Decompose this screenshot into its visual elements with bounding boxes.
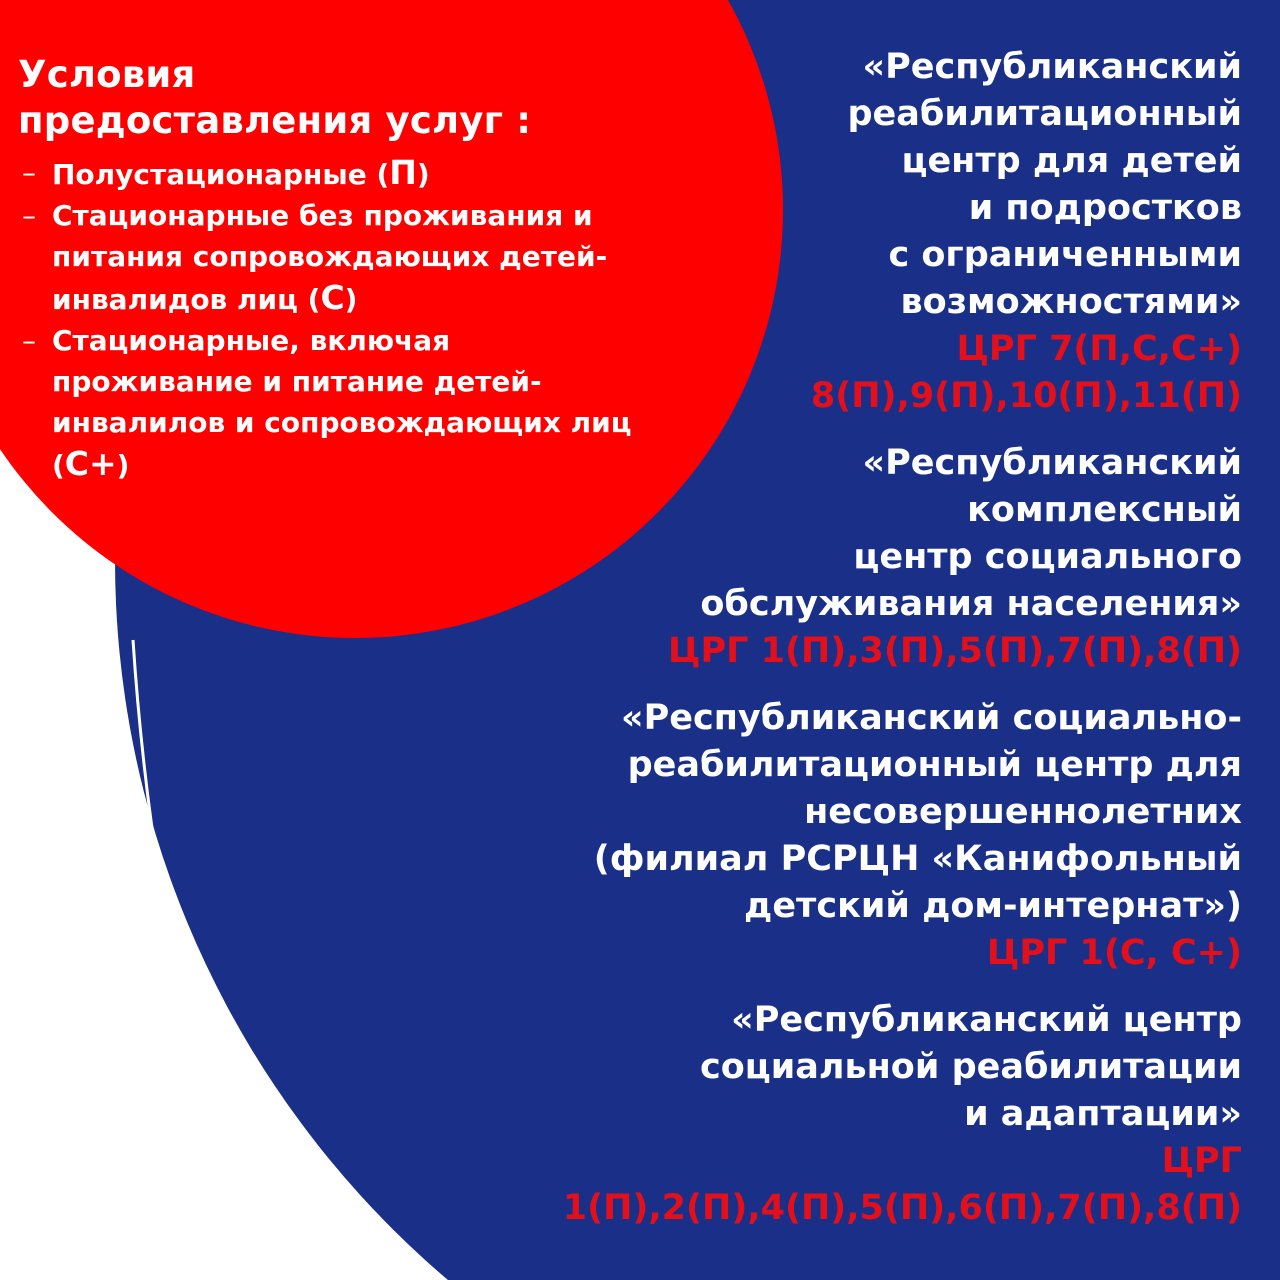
condition-code: С+ — [64, 444, 117, 483]
organization-name: «Республиканский центр социальной реабилитации и адаптации» — [699, 1000, 1242, 1134]
organization-block — [502, 695, 1242, 977]
organization-crg-codes: ЦРГ 1(С, С+) — [986, 933, 1242, 973]
organization-block — [502, 997, 1242, 1232]
organization-crg-codes: ЦРГ 1(П),2(П),4(П),5(П),6(П),7(П),8(П) — [562, 1141, 1242, 1228]
condition-tail: ) — [116, 449, 130, 482]
condition-tail: ) — [416, 158, 430, 191]
organization-block — [502, 44, 1242, 420]
dash-marker: – — [22, 199, 36, 232]
dash-marker: – — [22, 156, 36, 189]
condition-text: Стационарные, включая проживание и питание детей-инвалилов и сопровождающих лиц ( — [52, 324, 632, 482]
condition-code: П — [389, 153, 417, 192]
dash-marker: – — [22, 324, 36, 357]
organization-crg-codes: ЦРГ 7(П,С,С+) 8(П),9(П),10(П),11(П) — [810, 329, 1242, 416]
organization-crg-codes: ЦРГ 1(П),3(П),5(П),7(П),8(П) — [668, 631, 1242, 671]
organizations-list — [502, 44, 1242, 1252]
condition-tail: ) — [344, 283, 358, 316]
organization-name: «Республиканский реабилитационный центр для детей и подростков с ограниченными возможностями» — [847, 47, 1242, 322]
conditions-title: Условия предоставления услуг : — [18, 53, 532, 142]
organization-name: «Республиканский социально- реабилитационный центр для несовершеннолетних (филиал РСРЦН «Канифольный детский дом-интернат») — [593, 698, 1242, 926]
condition-code: С — [320, 278, 345, 317]
organization-name: «Республиканский комплексный центр социального обслуживания населения» — [700, 443, 1242, 624]
condition-text: Полустационарные ( — [52, 158, 390, 191]
condition-text: Стационарные без проживания и питания сопровождающих детей-инвалидов лиц ( — [52, 199, 608, 316]
organization-block — [502, 440, 1242, 675]
